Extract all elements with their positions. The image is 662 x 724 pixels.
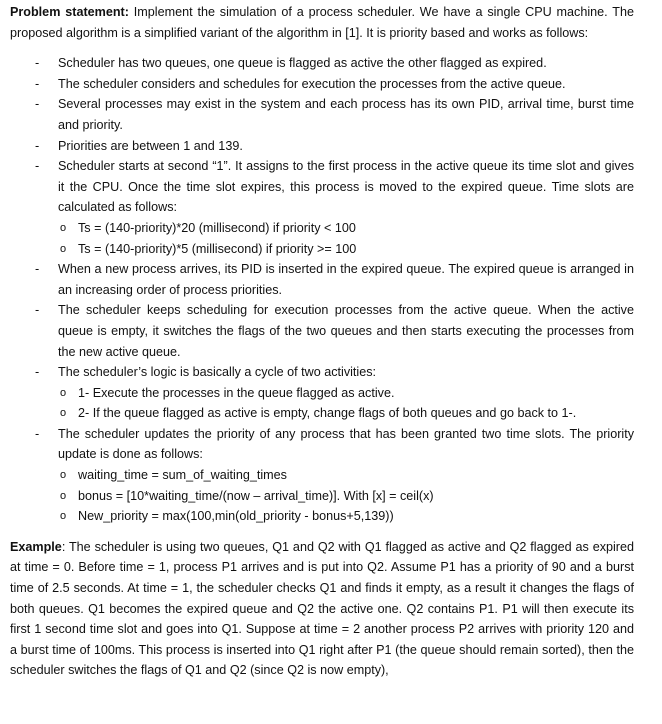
sub-list bbox=[58, 383, 634, 424]
list-item: - The scheduler considers and schedules for execution the processes from the active queue. bbox=[10, 74, 634, 95]
circle-bullet-icon: o bbox=[60, 510, 67, 523]
list-item: - When a new process arrives, its PID is inserted in the expired queue. The expired queue is arranged in an increasing order of process priorities. bbox=[10, 259, 634, 300]
circle-bullet-icon: o bbox=[60, 221, 67, 234]
bullet-dash: - bbox=[35, 138, 40, 153]
sub-list-item: o Ts = (140-priority)*5 (millisecond) if priority >= 100 bbox=[58, 239, 634, 260]
example-text: : The scheduler is using two queues, Q1 and Q2 with Q1 flagged as active and Q2 flagged as expired at time = 0. Before time = 1, process P1 arrives and is put into Q2. Assume P1 has a priority of 90 and a burst time of 2.5 seconds. At time = 1, the scheduler checks Q1 and finds it empty, as a result it changes the flags of both queues. Q1 becomes the expired queue and Q2 the active one. Q2 contains P1. P1 will then execute its first 1 second time slot and goes into Q1. Suppose at time = 2 another process P2 arrives with priority 120 and a burst time of 100ms. This process is inserted into Q1 right after P1 (the queue should remain sorted), then the scheduler switches the flags of Q1 and Q2 (since Q2 is now empty), bbox=[10, 539, 634, 678]
circle-bullet-icon: o bbox=[60, 242, 67, 255]
sub-list-item: o New_priority = max(100,min(old_priority - bonus+5,139)) bbox=[58, 506, 634, 527]
requirements-list bbox=[10, 53, 634, 527]
bullet-dash: - bbox=[35, 159, 40, 174]
list-item: - Scheduler has two queues, one queue is flagged as active the other flagged as expired. bbox=[10, 53, 634, 74]
circle-bullet-icon: o bbox=[60, 489, 67, 502]
problem-statement bbox=[10, 2, 634, 43]
sub-list-item: o Ts = (140-priority)*20 (millisecond) if priority < 100 bbox=[58, 218, 634, 239]
bullet-dash: - bbox=[35, 97, 40, 112]
circle-bullet-icon: o bbox=[60, 407, 67, 420]
sub-list-item: o 2- If the queue flagged as active is empty, change flags of both queues and go back to 1-. bbox=[58, 403, 634, 424]
list-item: - The scheduler keeps scheduling for execution processes from the active queue. When the active queue is empty, it switches the flags of the two queues and then starts executing the processes from the new active queue. bbox=[10, 300, 634, 362]
bullet-dash: - bbox=[35, 426, 40, 441]
list-item: - Priorities are between 1 and 139. bbox=[10, 136, 634, 157]
sub-list-item: o bonus = [10*waiting_time/(now – arrival_time)]. With [x] = ceil(x) bbox=[58, 486, 634, 507]
circle-bullet-icon: o bbox=[60, 469, 67, 482]
bullet-dash: - bbox=[35, 262, 40, 277]
bullet-dash: - bbox=[35, 365, 40, 380]
problem-heading: Problem statement: bbox=[10, 5, 129, 19]
bullet-dash: - bbox=[35, 56, 40, 71]
sub-list-item: o waiting_time = sum_of_waiting_times bbox=[58, 465, 634, 486]
problem-text: Implement the simulation of a process scheduler. We have a single CPU machine. The proposed algorithm is a simplified variant of the algorithm in [1]. It is priority based and works as follows: bbox=[10, 5, 634, 40]
bullet-dash: - bbox=[35, 303, 40, 318]
list-item: - The scheduler updates the priority of any process that has been granted two time slots. The priority update is done as follows: o waiting_time = sum_of_waiting_times o bonus = [10*waiting_time/(now – arrival_time)]. With [x] = ceil(x) o New_priority = max(100,min(old_priority - bonus+5,139)) bbox=[10, 424, 634, 527]
list-item: - Several processes may exist in the system and each process has its own PID, arrival time, burst time and priority. bbox=[10, 94, 634, 135]
sub-list bbox=[58, 218, 634, 259]
list-item: - The scheduler’s logic is basically a cycle of two activities: o 1- Execute the processes in the queue flagged as active. o 2- If the queue flagged as active is empty, change flags of both queues and go back to 1-. bbox=[10, 362, 634, 424]
bullet-dash: - bbox=[35, 76, 40, 91]
example-heading: Example bbox=[10, 539, 62, 554]
sub-list-item: o 1- Execute the processes in the queue flagged as active. bbox=[58, 383, 634, 404]
example-paragraph bbox=[10, 537, 634, 681]
circle-bullet-icon: o bbox=[60, 386, 67, 399]
sub-list bbox=[58, 465, 634, 527]
list-item: - Scheduler starts at second “1”. It assigns to the first process in the active queue its time slot and gives it the CPU. Once the time slot expires, this process is moved to the expired queue. Time slots are calculated as follows: o Ts = (140-priority)*20 (millisecond) if priority < 100 o Ts = (140-priority)*5 (millisecond) if priority >= 100 bbox=[10, 156, 634, 259]
